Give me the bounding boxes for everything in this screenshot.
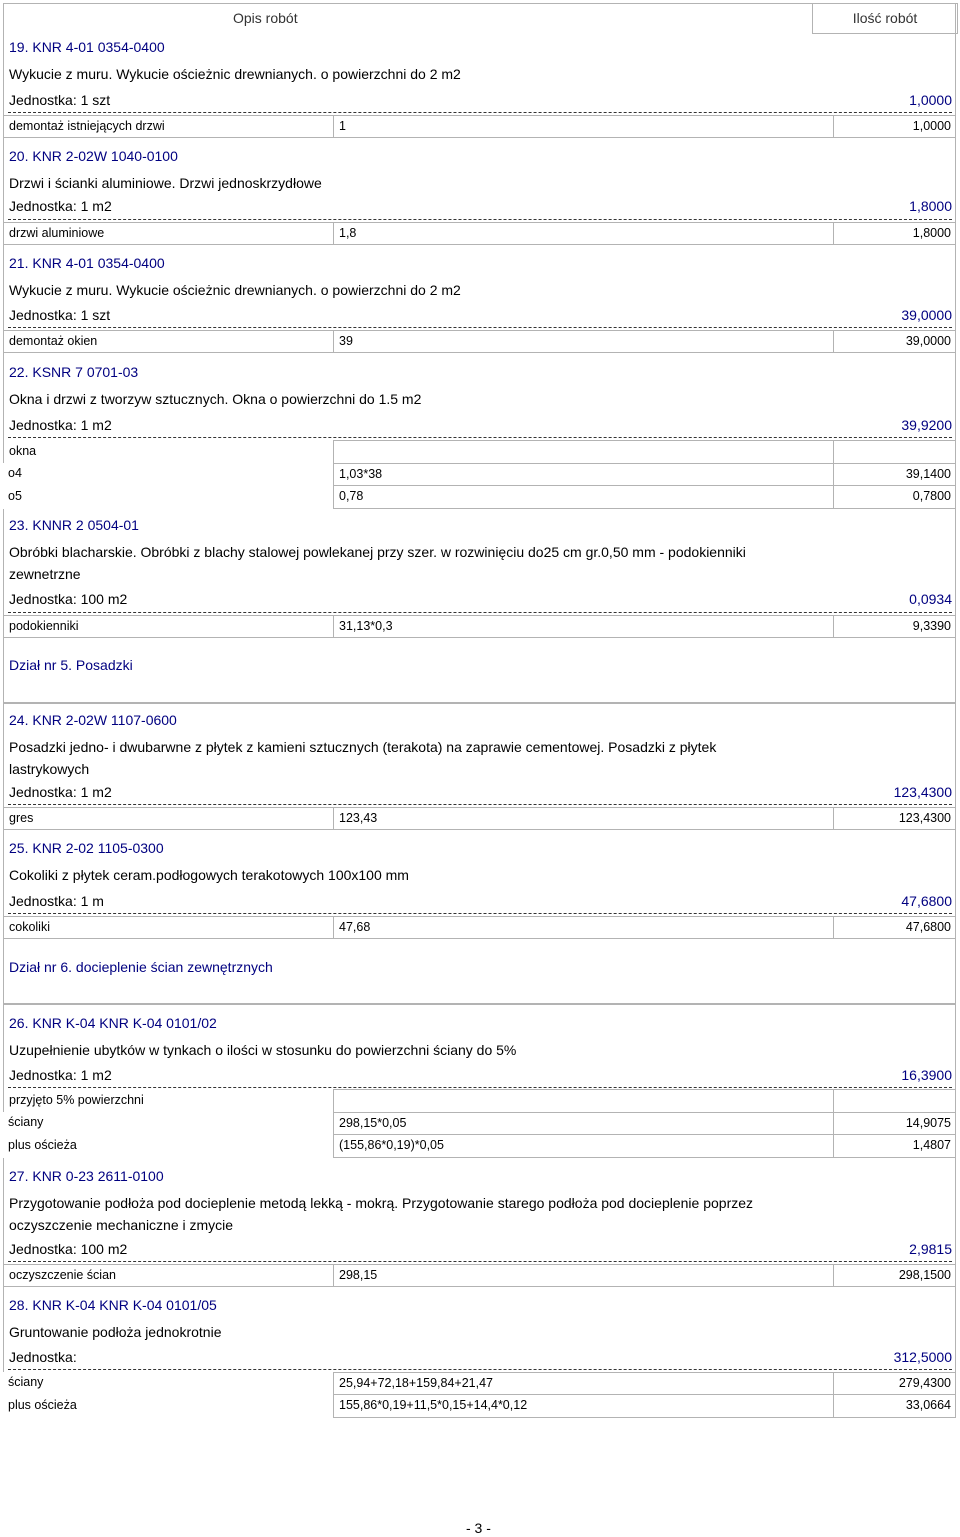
item-position: 28. KNR K-04 KNR K-04 0101/05 bbox=[9, 1297, 217, 1313]
item-description: Cokoliki z płytek ceram.podłogowych terakotowych 100x100 mm bbox=[9, 867, 409, 883]
item-description: Posadzki jedno- i dwubarwne z płytek z kamieni sztucznych (terakota) na zaprawie cementowej. Posadzki z płytek bbox=[9, 739, 717, 755]
item-position: 26. KNR K-04 KNR K-04 0101/02 bbox=[9, 1015, 217, 1031]
row-value: 47,6800 bbox=[833, 916, 956, 939]
item-position: 19. KNR 4-01 0354-0400 bbox=[9, 39, 165, 55]
row-formula: 123,43 bbox=[333, 807, 833, 830]
item-total: 1,8000 bbox=[909, 198, 952, 214]
row-formula: 25,94+72,18+159,84+21,47 bbox=[333, 1372, 833, 1395]
row-formula: 298,15 bbox=[333, 1264, 833, 1287]
row-name: plus ościeża bbox=[3, 1135, 333, 1158]
row-value: 1,0000 bbox=[833, 115, 956, 138]
item-position: 21. KNR 4-01 0354-0400 bbox=[9, 255, 165, 271]
item-total: 123,4300 bbox=[893, 784, 952, 800]
item-description: Okna i drzwi z tworzyw sztucznych. Okna o powierzchni do 1.5 m2 bbox=[9, 391, 422, 407]
dashed-rule bbox=[8, 1261, 952, 1262]
item-unit: Jednostka: 1 m2 bbox=[9, 784, 112, 800]
row-formula: 1,8 bbox=[333, 222, 833, 245]
item-description-cont: lastrykowych bbox=[9, 761, 90, 777]
row-spacer bbox=[333, 440, 833, 463]
group-label: przyjęto 5% powierzchni bbox=[9, 1093, 144, 1107]
row-value: 279,4300 bbox=[833, 1372, 956, 1395]
row-value: 39,1400 bbox=[833, 463, 956, 486]
row-name: oczyszczenie ścian bbox=[3, 1264, 333, 1287]
row-value: 14,9075 bbox=[833, 1112, 956, 1135]
row-value: 9,3390 bbox=[833, 615, 956, 638]
item-description-cont: zewnetrzne bbox=[9, 566, 81, 582]
item-unit: Jednostka: 1 m bbox=[9, 893, 104, 909]
item-position: 23. KNNR 2 0504-01 bbox=[9, 517, 139, 533]
row-formula: 1,03*38 bbox=[333, 463, 833, 486]
item-description: Obróbki blacharskie. Obróbki z blachy stalowej powlekanej przy szer. w rozwinięciu do25 cm gr.0,50 mm - podokienniki bbox=[9, 544, 746, 560]
row-spacer bbox=[333, 1089, 833, 1112]
row-name: o5 bbox=[3, 486, 333, 509]
row-value: 33,0664 bbox=[833, 1395, 956, 1418]
row-name: o4 bbox=[3, 463, 333, 486]
header-ilosc: Ilość robót bbox=[812, 3, 958, 34]
item-total: 2,9815 bbox=[909, 1241, 952, 1257]
section-frame-1 bbox=[3, 3, 956, 703]
row-value: 39,0000 bbox=[833, 330, 956, 353]
row-formula: 1 bbox=[333, 115, 833, 138]
item-description-cont: oczyszczenie mechaniczne i zmycie bbox=[9, 1217, 234, 1233]
item-total: 1,0000 bbox=[909, 92, 952, 108]
item-description: Przygotowanie podłoża pod docieplenie metodą lekką - mokrą. Przygotowanie starego podłoża pod docieplenie poprzez bbox=[9, 1195, 754, 1211]
item-unit: Jednostka: 1 szt bbox=[9, 92, 111, 108]
item-description: Gruntowanie podłoża jednokrotnie bbox=[9, 1324, 222, 1340]
row-value: 123,4300 bbox=[833, 807, 956, 830]
row-name: cokoliki bbox=[3, 916, 333, 939]
row-value: 298,1500 bbox=[833, 1264, 956, 1287]
dashed-rule bbox=[8, 1369, 952, 1370]
row-formula: 31,13*0,3 bbox=[333, 615, 833, 638]
dashed-rule bbox=[8, 112, 952, 113]
row-name: gres bbox=[3, 807, 333, 830]
item-description: Drzwi i ścianki aluminiowe. Drzwi jednoskrzydłowe bbox=[9, 175, 322, 191]
row-name: podokienniki bbox=[3, 615, 333, 638]
row-name: plus ościeża bbox=[3, 1395, 333, 1418]
row-formula: 155,86*0,19+11,5*0,15+14,4*0,12 bbox=[333, 1395, 833, 1418]
item-unit: Jednostka: 1 m2 bbox=[9, 1067, 112, 1083]
row-name: ściany bbox=[3, 1112, 333, 1135]
item-total: 312,5000 bbox=[893, 1349, 952, 1365]
row-spacer bbox=[833, 440, 956, 463]
row-formula: (155,86*0,19)*0,05 bbox=[333, 1135, 833, 1158]
row-value: 0,7800 bbox=[833, 486, 956, 509]
page-number: - 3 - bbox=[466, 1520, 491, 1536]
row-formula: 39 bbox=[333, 330, 833, 353]
item-unit: Jednostka: 1 m2 bbox=[9, 417, 112, 433]
item-description: Uzupełnienie ubytków w tynkach o ilości w stosunku do powierzchni ściany do 5% bbox=[9, 1042, 517, 1058]
dashed-rule bbox=[8, 913, 952, 914]
row-formula: 298,15*0,05 bbox=[333, 1112, 833, 1135]
section-frame-3 bbox=[3, 1004, 956, 1418]
item-position: 22. KSNR 7 0701-03 bbox=[9, 364, 139, 380]
row-value: 1,4807 bbox=[833, 1135, 956, 1158]
row-formula: 47,68 bbox=[333, 916, 833, 939]
row-name: ściany bbox=[3, 1372, 333, 1395]
item-total: 16,3900 bbox=[901, 1067, 952, 1083]
item-position: 27. KNR 0-23 2611-0100 bbox=[9, 1168, 164, 1184]
item-total: 39,0000 bbox=[901, 307, 952, 323]
section-heading-dzial-5: Dział nr 5. Posadzki bbox=[9, 657, 133, 673]
item-unit: Jednostka: 100 m2 bbox=[9, 1241, 128, 1257]
section-heading-dzial-6: Dział nr 6. docieplenie ścian zewnętrznych bbox=[9, 959, 273, 975]
item-total: 47,6800 bbox=[901, 893, 952, 909]
dashed-rule bbox=[8, 437, 952, 438]
header-opis: Opis robót bbox=[233, 10, 298, 26]
row-formula: 0,78 bbox=[333, 486, 833, 509]
row-name: demontaż okien bbox=[3, 330, 333, 353]
dashed-rule bbox=[8, 612, 952, 613]
group-label: okna bbox=[9, 444, 37, 458]
item-position: 25. KNR 2-02 1105-0300 bbox=[9, 840, 164, 856]
item-total: 39,9200 bbox=[901, 417, 952, 433]
item-position: 24. KNR 2-02W 1107-0600 bbox=[9, 712, 177, 728]
item-unit: Jednostka: bbox=[9, 1349, 77, 1365]
item-unit: Jednostka: 1 m2 bbox=[9, 198, 112, 214]
row-value: 1,8000 bbox=[833, 222, 956, 245]
dashed-rule bbox=[8, 1087, 952, 1088]
dashed-rule bbox=[8, 327, 952, 328]
row-spacer bbox=[833, 1089, 956, 1112]
row-name: demontaż istniejących drzwi bbox=[3, 115, 333, 138]
item-unit: Jednostka: 100 m2 bbox=[9, 591, 128, 607]
item-total: 0,0934 bbox=[909, 591, 952, 607]
dashed-rule bbox=[8, 219, 952, 220]
item-unit: Jednostka: 1 szt bbox=[9, 307, 111, 323]
item-description: Wykucie z muru. Wykucie ościeżnic drewnianych. o powierzchni do 2 m2 bbox=[9, 66, 461, 82]
row-name: drzwi aluminiowe bbox=[3, 222, 333, 245]
dashed-rule bbox=[8, 804, 952, 805]
item-description: Wykucie z muru. Wykucie ościeżnic drewnianych. o powierzchni do 2 m2 bbox=[9, 282, 461, 298]
item-position: 20. KNR 2-02W 1040-0100 bbox=[9, 148, 178, 164]
